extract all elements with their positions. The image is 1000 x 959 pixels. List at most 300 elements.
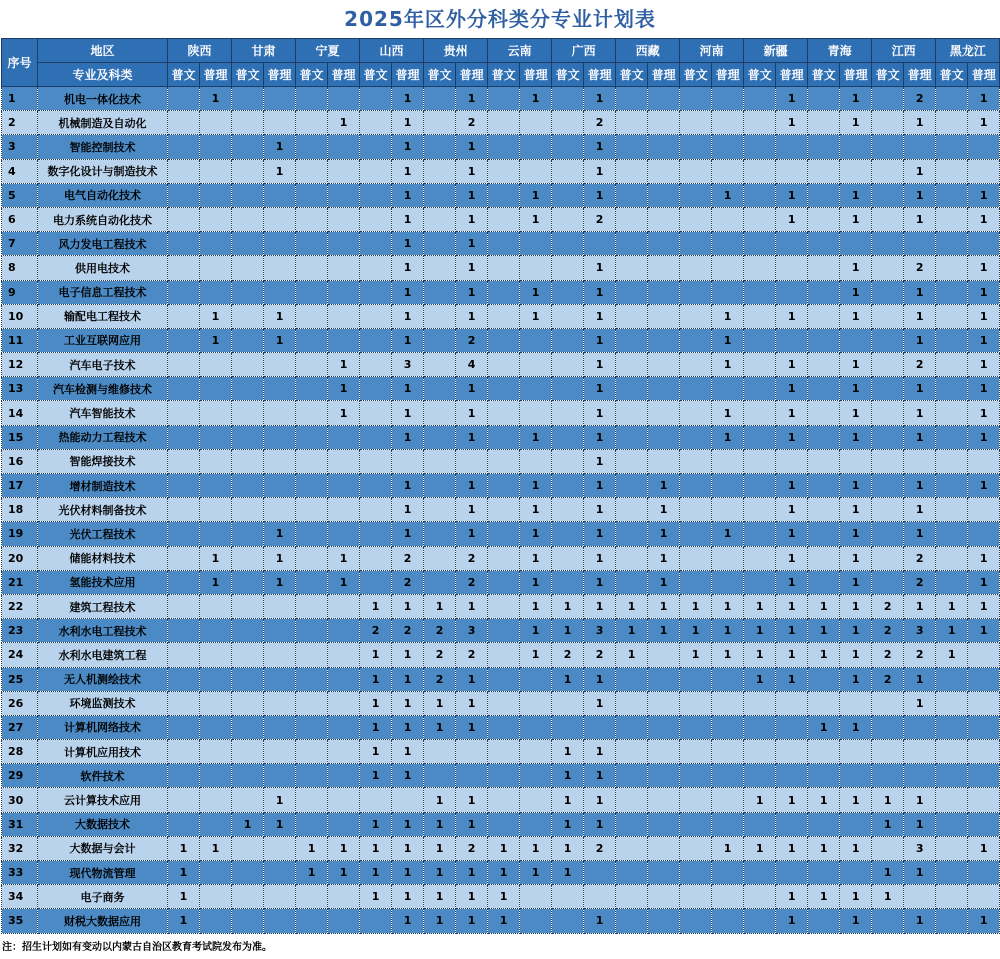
quota-cell bbox=[168, 328, 200, 352]
quota-cell: 1 bbox=[840, 280, 872, 304]
quota-cell: 1 bbox=[616, 594, 648, 618]
quota-cell bbox=[200, 498, 232, 522]
quota-cell bbox=[648, 232, 680, 256]
quota-cell bbox=[360, 304, 392, 328]
quota-cell: 1 bbox=[776, 377, 808, 401]
quota-cell bbox=[360, 207, 392, 231]
quota-cell bbox=[200, 643, 232, 667]
row-index: 12 bbox=[2, 353, 38, 377]
quota-cell bbox=[680, 788, 712, 812]
quota-cell bbox=[968, 159, 1000, 183]
quota-cell bbox=[744, 304, 776, 328]
quota-cell: 1 bbox=[392, 740, 424, 764]
quota-cell: 1 bbox=[584, 328, 616, 352]
quota-cell: 1 bbox=[904, 328, 936, 352]
quota-cell bbox=[648, 643, 680, 667]
quota-cell bbox=[808, 861, 840, 885]
quota-cell: 1 bbox=[328, 861, 360, 885]
row-index: 14 bbox=[2, 401, 38, 425]
row-major: 汽车检测与维修技术 bbox=[38, 377, 168, 401]
quota-cell bbox=[200, 691, 232, 715]
quota-cell bbox=[872, 232, 904, 256]
quota-cell: 1 bbox=[904, 425, 936, 449]
quota-cell: 1 bbox=[264, 522, 296, 546]
quota-cell: 1 bbox=[712, 353, 744, 377]
quota-cell bbox=[264, 836, 296, 860]
quota-cell bbox=[200, 474, 232, 498]
quota-cell bbox=[168, 449, 200, 473]
quota-cell bbox=[936, 764, 968, 788]
quota-cell bbox=[872, 207, 904, 231]
quota-cell bbox=[168, 643, 200, 667]
quota-cell: 1 bbox=[456, 207, 488, 231]
quota-cell bbox=[712, 135, 744, 159]
quota-cell bbox=[712, 256, 744, 280]
quota-cell: 1 bbox=[584, 183, 616, 207]
quota-cell bbox=[936, 377, 968, 401]
quota-cell bbox=[744, 546, 776, 570]
quota-cell bbox=[648, 135, 680, 159]
row-index: 1 bbox=[2, 87, 38, 111]
table-row bbox=[2, 304, 1000, 328]
quota-cell bbox=[808, 353, 840, 377]
quota-cell bbox=[616, 909, 648, 933]
quota-cell: 1 bbox=[520, 546, 552, 570]
row-major: 智能控制技术 bbox=[38, 135, 168, 159]
header-subject-wen: 普文 bbox=[552, 63, 584, 87]
quota-cell: 1 bbox=[616, 643, 648, 667]
quota-cell bbox=[200, 764, 232, 788]
quota-cell: 1 bbox=[808, 643, 840, 667]
quota-cell: 1 bbox=[744, 836, 776, 860]
quota-cell: 1 bbox=[360, 812, 392, 836]
quota-cell: 2 bbox=[456, 328, 488, 352]
quota-cell bbox=[552, 401, 584, 425]
quota-cell: 1 bbox=[456, 667, 488, 691]
quota-cell bbox=[840, 764, 872, 788]
page-title: 2025年区外分科类分专业计划表 bbox=[344, 7, 656, 31]
quota-cell bbox=[296, 135, 328, 159]
quota-cell: 1 bbox=[552, 740, 584, 764]
quota-cell bbox=[648, 159, 680, 183]
quota-cell: 1 bbox=[552, 619, 584, 643]
quota-cell bbox=[200, 788, 232, 812]
table-row bbox=[2, 643, 1000, 667]
quota-cell bbox=[328, 740, 360, 764]
quota-cell: 1 bbox=[712, 425, 744, 449]
quota-cell: 2 bbox=[584, 111, 616, 135]
quota-cell: 1 bbox=[552, 764, 584, 788]
quota-cell bbox=[360, 135, 392, 159]
quota-cell: 1 bbox=[648, 474, 680, 498]
table-row bbox=[2, 207, 1000, 231]
quota-cell bbox=[744, 401, 776, 425]
quota-cell bbox=[712, 667, 744, 691]
quota-cell: 1 bbox=[328, 546, 360, 570]
row-index: 13 bbox=[2, 377, 38, 401]
quota-cell bbox=[904, 885, 936, 909]
quota-cell: 1 bbox=[552, 594, 584, 618]
row-major: 风力发电工程技术 bbox=[38, 232, 168, 256]
quota-cell: 1 bbox=[776, 836, 808, 860]
quota-cell bbox=[712, 280, 744, 304]
quota-cell bbox=[776, 328, 808, 352]
quota-cell: 1 bbox=[360, 643, 392, 667]
row-major: 电子信息工程技术 bbox=[38, 280, 168, 304]
quota-cell: 1 bbox=[200, 87, 232, 111]
quota-cell bbox=[936, 449, 968, 473]
quota-cell bbox=[872, 183, 904, 207]
quota-cell bbox=[680, 425, 712, 449]
quota-cell: 2 bbox=[872, 643, 904, 667]
quota-cell bbox=[616, 812, 648, 836]
quota-cell: 1 bbox=[680, 619, 712, 643]
quota-cell bbox=[168, 715, 200, 739]
quota-cell bbox=[168, 256, 200, 280]
quota-cell: 1 bbox=[776, 425, 808, 449]
quota-cell bbox=[296, 498, 328, 522]
quota-cell: 1 bbox=[968, 304, 1000, 328]
quota-cell bbox=[264, 691, 296, 715]
quota-cell bbox=[488, 328, 520, 352]
quota-cell bbox=[616, 425, 648, 449]
quota-cell bbox=[616, 304, 648, 328]
quota-cell bbox=[296, 619, 328, 643]
quota-cell bbox=[360, 232, 392, 256]
quota-cell bbox=[616, 715, 648, 739]
quota-cell bbox=[616, 788, 648, 812]
header-subject-li: 普理 bbox=[904, 63, 936, 87]
quota-cell: 3 bbox=[904, 836, 936, 860]
quota-cell bbox=[680, 111, 712, 135]
row-major: 增材制造技术 bbox=[38, 474, 168, 498]
quota-cell: 1 bbox=[776, 498, 808, 522]
quota-cell bbox=[936, 546, 968, 570]
quota-cell bbox=[488, 619, 520, 643]
quota-cell bbox=[776, 715, 808, 739]
row-major: 氢能技术应用 bbox=[38, 570, 168, 594]
quota-cell bbox=[520, 159, 552, 183]
quota-cell: 2 bbox=[456, 643, 488, 667]
quota-cell: 1 bbox=[456, 87, 488, 111]
quota-cell bbox=[808, 691, 840, 715]
quota-cell bbox=[328, 522, 360, 546]
header-subject-li: 普理 bbox=[200, 63, 232, 87]
quota-cell bbox=[968, 135, 1000, 159]
row-major: 热能动力工程技术 bbox=[38, 425, 168, 449]
quota-cell bbox=[872, 401, 904, 425]
row-index: 7 bbox=[2, 232, 38, 256]
quota-cell bbox=[616, 885, 648, 909]
quota-cell: 1 bbox=[904, 522, 936, 546]
quota-cell bbox=[680, 353, 712, 377]
quota-cell bbox=[264, 87, 296, 111]
quota-cell bbox=[232, 401, 264, 425]
table-row bbox=[2, 353, 1000, 377]
quota-cell bbox=[232, 861, 264, 885]
quota-cell bbox=[680, 377, 712, 401]
quota-cell bbox=[424, 522, 456, 546]
quota-cell bbox=[680, 715, 712, 739]
table-row bbox=[2, 377, 1000, 401]
quota-cell bbox=[328, 788, 360, 812]
quota-cell: 1 bbox=[584, 812, 616, 836]
quota-cell bbox=[168, 619, 200, 643]
header-subject-li: 普理 bbox=[392, 63, 424, 87]
quota-cell: 1 bbox=[840, 667, 872, 691]
quota-cell: 1 bbox=[776, 111, 808, 135]
row-major: 汽车电子技术 bbox=[38, 353, 168, 377]
quota-cell: 1 bbox=[712, 522, 744, 546]
quota-cell bbox=[232, 135, 264, 159]
quota-cell bbox=[552, 256, 584, 280]
quota-cell bbox=[872, 836, 904, 860]
quota-cell: 1 bbox=[264, 159, 296, 183]
quota-cell bbox=[680, 207, 712, 231]
quota-cell bbox=[968, 788, 1000, 812]
quota-cell: 1 bbox=[968, 328, 1000, 352]
row-index: 11 bbox=[2, 328, 38, 352]
quota-cell: 1 bbox=[328, 377, 360, 401]
quota-cell bbox=[264, 498, 296, 522]
row-index: 2 bbox=[2, 111, 38, 135]
table-row bbox=[2, 256, 1000, 280]
quota-cell bbox=[488, 546, 520, 570]
row-major: 电气自动化技术 bbox=[38, 183, 168, 207]
quota-cell: 1 bbox=[328, 836, 360, 860]
quota-cell bbox=[232, 594, 264, 618]
quota-cell bbox=[808, 328, 840, 352]
quota-cell bbox=[808, 449, 840, 473]
quota-cell bbox=[296, 667, 328, 691]
quota-cell bbox=[616, 861, 648, 885]
quota-cell: 1 bbox=[488, 861, 520, 885]
quota-cell bbox=[232, 836, 264, 860]
quota-cell bbox=[936, 207, 968, 231]
quota-cell bbox=[456, 764, 488, 788]
quota-cell bbox=[360, 159, 392, 183]
header-region-name: 山西 bbox=[360, 39, 424, 63]
quota-cell bbox=[232, 328, 264, 352]
quota-cell bbox=[168, 570, 200, 594]
quota-cell: 1 bbox=[776, 87, 808, 111]
quota-cell bbox=[232, 256, 264, 280]
quota-cell bbox=[616, 111, 648, 135]
row-index: 18 bbox=[2, 498, 38, 522]
quota-cell bbox=[200, 594, 232, 618]
quota-cell: 1 bbox=[776, 619, 808, 643]
quota-cell bbox=[872, 570, 904, 594]
quota-cell: 1 bbox=[168, 861, 200, 885]
quota-cell bbox=[232, 304, 264, 328]
quota-cell: 1 bbox=[392, 498, 424, 522]
quota-cell: 1 bbox=[776, 207, 808, 231]
quota-cell bbox=[872, 377, 904, 401]
quota-cell bbox=[936, 861, 968, 885]
quota-cell bbox=[232, 691, 264, 715]
quota-cell bbox=[872, 546, 904, 570]
quota-cell bbox=[168, 691, 200, 715]
quota-cell: 1 bbox=[712, 328, 744, 352]
quota-cell bbox=[616, 570, 648, 594]
quota-cell: 1 bbox=[520, 474, 552, 498]
quota-cell bbox=[424, 232, 456, 256]
quota-cell: 1 bbox=[840, 522, 872, 546]
table-row bbox=[2, 401, 1000, 425]
quota-cell: 1 bbox=[360, 594, 392, 618]
quota-cell bbox=[776, 691, 808, 715]
quota-cell: 1 bbox=[392, 256, 424, 280]
quota-cell: 1 bbox=[584, 280, 616, 304]
quota-cell: 1 bbox=[552, 667, 584, 691]
quota-cell: 1 bbox=[968, 87, 1000, 111]
row-index: 5 bbox=[2, 183, 38, 207]
quota-cell bbox=[424, 377, 456, 401]
quota-cell bbox=[712, 111, 744, 135]
quota-cell: 1 bbox=[776, 304, 808, 328]
header-subject-wen: 普文 bbox=[360, 63, 392, 87]
quota-cell bbox=[520, 377, 552, 401]
quota-cell bbox=[520, 885, 552, 909]
quota-cell bbox=[552, 328, 584, 352]
header-subject-li: 普理 bbox=[264, 63, 296, 87]
quota-cell bbox=[680, 401, 712, 425]
quota-cell: 1 bbox=[296, 861, 328, 885]
quota-cell bbox=[872, 764, 904, 788]
header-subject-li: 普理 bbox=[520, 63, 552, 87]
quota-cell: 1 bbox=[808, 836, 840, 860]
quota-cell: 1 bbox=[200, 328, 232, 352]
quota-cell bbox=[200, 667, 232, 691]
quota-cell bbox=[840, 861, 872, 885]
quota-cell: 1 bbox=[392, 594, 424, 618]
quota-cell bbox=[296, 232, 328, 256]
quota-cell bbox=[936, 135, 968, 159]
quota-cell bbox=[424, 280, 456, 304]
quota-cell bbox=[296, 740, 328, 764]
quota-cell bbox=[744, 135, 776, 159]
quota-cell bbox=[520, 401, 552, 425]
quota-cell bbox=[424, 498, 456, 522]
quota-cell bbox=[488, 474, 520, 498]
quota-cell bbox=[776, 740, 808, 764]
quota-cell: 1 bbox=[392, 885, 424, 909]
quota-cell: 1 bbox=[552, 836, 584, 860]
quota-cell: 1 bbox=[776, 570, 808, 594]
header-major: 专业及科类 bbox=[38, 63, 168, 87]
quota-cell: 1 bbox=[968, 570, 1000, 594]
table-row bbox=[2, 909, 1000, 933]
quota-cell: 1 bbox=[456, 256, 488, 280]
row-index: 10 bbox=[2, 304, 38, 328]
quota-cell: 1 bbox=[712, 643, 744, 667]
quota-cell bbox=[200, 353, 232, 377]
quota-cell: 2 bbox=[456, 570, 488, 594]
table-row bbox=[2, 474, 1000, 498]
quota-cell bbox=[968, 667, 1000, 691]
quota-cell: 1 bbox=[392, 715, 424, 739]
quota-cell bbox=[296, 328, 328, 352]
row-index: 33 bbox=[2, 861, 38, 885]
quota-cell bbox=[200, 256, 232, 280]
row-index: 17 bbox=[2, 474, 38, 498]
row-index: 23 bbox=[2, 619, 38, 643]
quota-cell bbox=[328, 87, 360, 111]
quota-cell bbox=[328, 449, 360, 473]
row-index: 24 bbox=[2, 643, 38, 667]
quota-cell bbox=[904, 715, 936, 739]
quota-cell: 2 bbox=[904, 546, 936, 570]
quota-cell: 1 bbox=[200, 546, 232, 570]
quota-cell bbox=[168, 546, 200, 570]
quota-cell: 1 bbox=[168, 909, 200, 933]
quota-cell bbox=[808, 377, 840, 401]
quota-cell: 1 bbox=[456, 401, 488, 425]
quota-cell bbox=[488, 498, 520, 522]
quota-cell bbox=[744, 764, 776, 788]
quota-cell bbox=[296, 594, 328, 618]
quota-cell bbox=[808, 87, 840, 111]
quota-cell: 1 bbox=[904, 691, 936, 715]
quota-cell bbox=[712, 377, 744, 401]
quota-cell bbox=[488, 87, 520, 111]
quota-cell bbox=[296, 570, 328, 594]
quota-cell: 2 bbox=[456, 836, 488, 860]
quota-cell bbox=[296, 207, 328, 231]
quota-cell bbox=[776, 159, 808, 183]
quota-cell: 2 bbox=[424, 643, 456, 667]
quota-cell: 1 bbox=[392, 425, 424, 449]
quota-cell bbox=[168, 764, 200, 788]
row-major: 计算机应用技术 bbox=[38, 740, 168, 764]
quota-cell bbox=[264, 449, 296, 473]
quota-cell bbox=[200, 812, 232, 836]
row-major: 汽车智能技术 bbox=[38, 401, 168, 425]
quota-cell: 1 bbox=[872, 885, 904, 909]
quota-cell: 1 bbox=[520, 619, 552, 643]
quota-cell bbox=[168, 425, 200, 449]
quota-cell bbox=[424, 207, 456, 231]
quota-cell: 1 bbox=[808, 594, 840, 618]
quota-cell bbox=[712, 812, 744, 836]
quota-cell bbox=[488, 643, 520, 667]
quota-cell bbox=[168, 594, 200, 618]
quota-cell bbox=[264, 425, 296, 449]
quota-cell bbox=[328, 643, 360, 667]
quota-cell bbox=[680, 183, 712, 207]
quota-cell bbox=[200, 159, 232, 183]
quota-cell bbox=[872, 715, 904, 739]
quota-cell: 1 bbox=[712, 836, 744, 860]
quota-cell: 1 bbox=[264, 135, 296, 159]
quota-cell bbox=[264, 667, 296, 691]
quota-cell bbox=[616, 691, 648, 715]
quota-cell: 1 bbox=[264, 328, 296, 352]
quota-cell: 1 bbox=[968, 594, 1000, 618]
quota-cell: 1 bbox=[424, 715, 456, 739]
quota-cell bbox=[488, 570, 520, 594]
quota-cell bbox=[744, 691, 776, 715]
quota-cell bbox=[200, 740, 232, 764]
quota-cell: 1 bbox=[904, 183, 936, 207]
quota-cell: 2 bbox=[456, 111, 488, 135]
quota-cell bbox=[744, 449, 776, 473]
quota-cell bbox=[808, 207, 840, 231]
quota-cell: 4 bbox=[456, 353, 488, 377]
quota-cell: 1 bbox=[584, 425, 616, 449]
quota-cell bbox=[424, 474, 456, 498]
quota-cell: 1 bbox=[840, 498, 872, 522]
